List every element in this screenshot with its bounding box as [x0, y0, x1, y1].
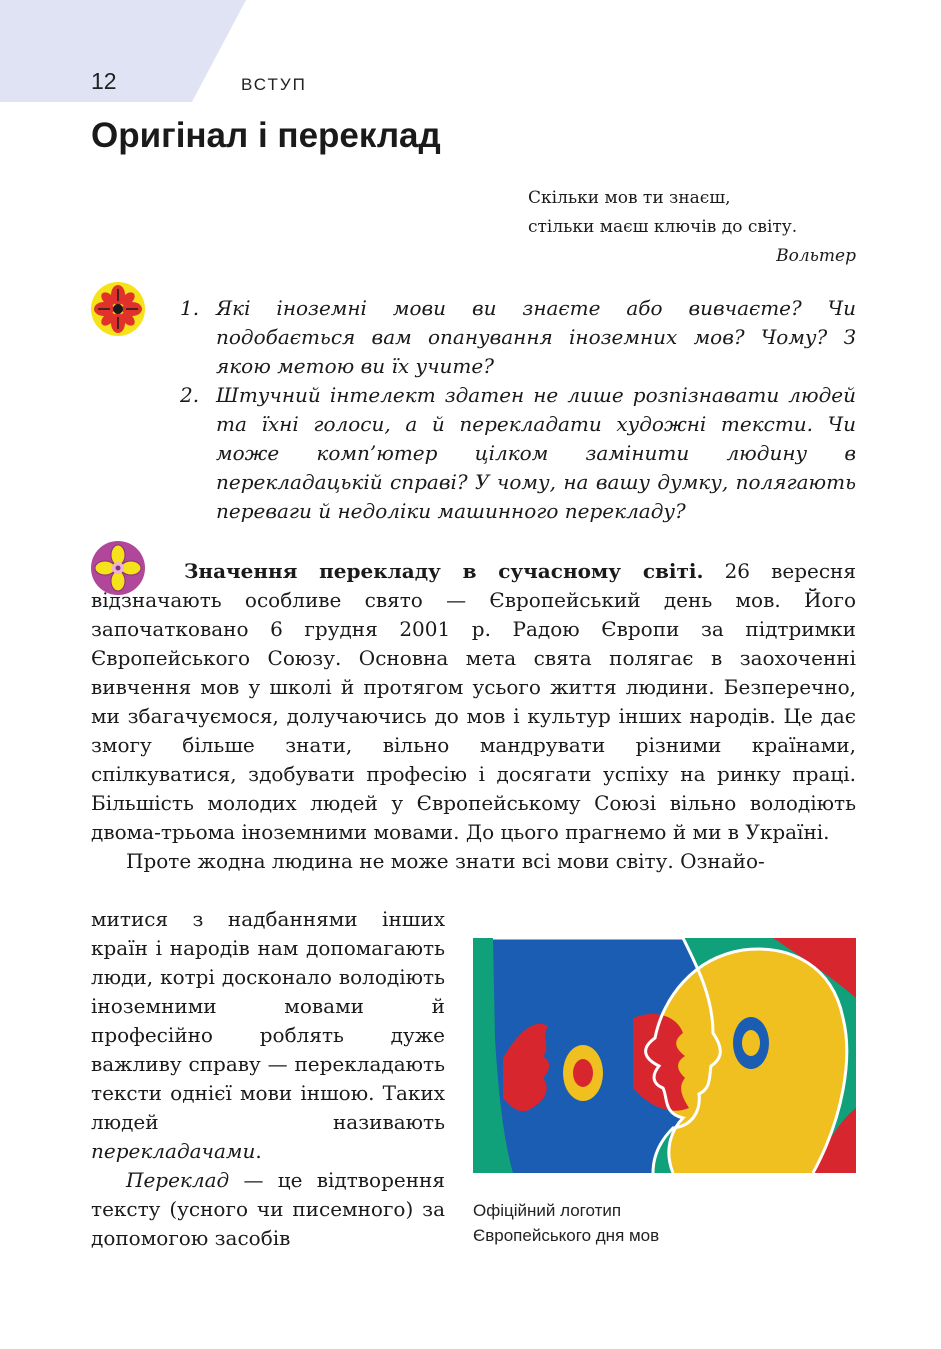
faces-logo-image	[473, 938, 856, 1173]
wrapped-text	[91, 905, 445, 1253]
section-label: ВСТУП	[241, 75, 307, 94]
european-day-of-languages-logo	[473, 938, 856, 1173]
epigraph	[528, 184, 856, 271]
lead-heading: Значення перекладу в сучасному світі.	[184, 559, 704, 583]
question-number: 1.	[180, 296, 200, 320]
term-translators: перекладачами	[91, 1139, 256, 1163]
figure-caption	[473, 1198, 856, 1248]
question-number: 2.	[180, 383, 200, 407]
questions-list	[180, 294, 856, 526]
paragraph-text: 26 вересня відзначають особливе свято — Європейський день мов. Його започатковано 6 грудня 2001 р. Радою Європи за підтримки Європейського Союзу. Основна мета свята полягає в заохоченні вивчення мов у школі й протягом усього життя людини. Безперечно, ми збагачуємося, долучаючись до мов і культур інших народів. Це дає змогу більше знати, вільно мандрувати різними країнами, спілкуватися, здобувати професію і досягати успіху на ринку праці. Більшість молодих людей у Європейському Союзі вільно володіють двома-трьома іноземними мовами. До цього прагнемо й ми в Україні.	[91, 559, 857, 844]
paragraph-text: митися з надбаннями інших країн і народів нам допомагають люди, котрі досконало володіють іноземними мовами й професійно роблять дуже важливу справу — перекладають тексти однієї мови іншою. Таких людей називають	[91, 907, 445, 1134]
paragraph: Проте жодна людина не може знати всі мови світу. Ознайо-	[126, 849, 765, 873]
epigraph-author: Вольтер	[776, 246, 856, 266]
epigraph-line: Скільки мов ти знаєш,	[528, 188, 731, 208]
question-text: Штучний інтелект здатен не лише розпізнавати людей та їхні голоси, а й перекладати художні тексти. Чи може комп’ютер цілком замінити людину в перекладацькій справі? У чому, на вашу думку, полягають переваги й недоліки машинного перекладу?	[216, 383, 856, 523]
caption-line: Офіційний логотип	[473, 1201, 622, 1220]
page-title: Оригінал і переклад	[91, 116, 441, 155]
epigraph-line: стільки маєш ключів до світу.	[528, 217, 798, 237]
paragraph	[91, 1166, 445, 1253]
paragraph-text: — це відтворення тексту (усного чи писемного) за допомогою засобів	[91, 1168, 445, 1250]
term-translation: Переклад	[126, 1168, 230, 1192]
caption-line: Європейського дня мов	[473, 1226, 660, 1245]
page-number: 12	[91, 68, 117, 94]
main-text	[91, 557, 856, 876]
red-flower-on-yellow-icon	[90, 281, 146, 337]
question-text: Які іноземні мови ви знаєте або вивчаєте? Чи подобається вам опанування іноземних мов? Чому? З якою метою ви їх учите?	[216, 296, 856, 378]
list-item	[180, 294, 856, 381]
list-item	[180, 381, 856, 526]
paragraph-text: .	[255, 1139, 262, 1163]
paragraph	[91, 905, 445, 1166]
paragraph	[91, 557, 856, 847]
header-band	[0, 0, 246, 102]
